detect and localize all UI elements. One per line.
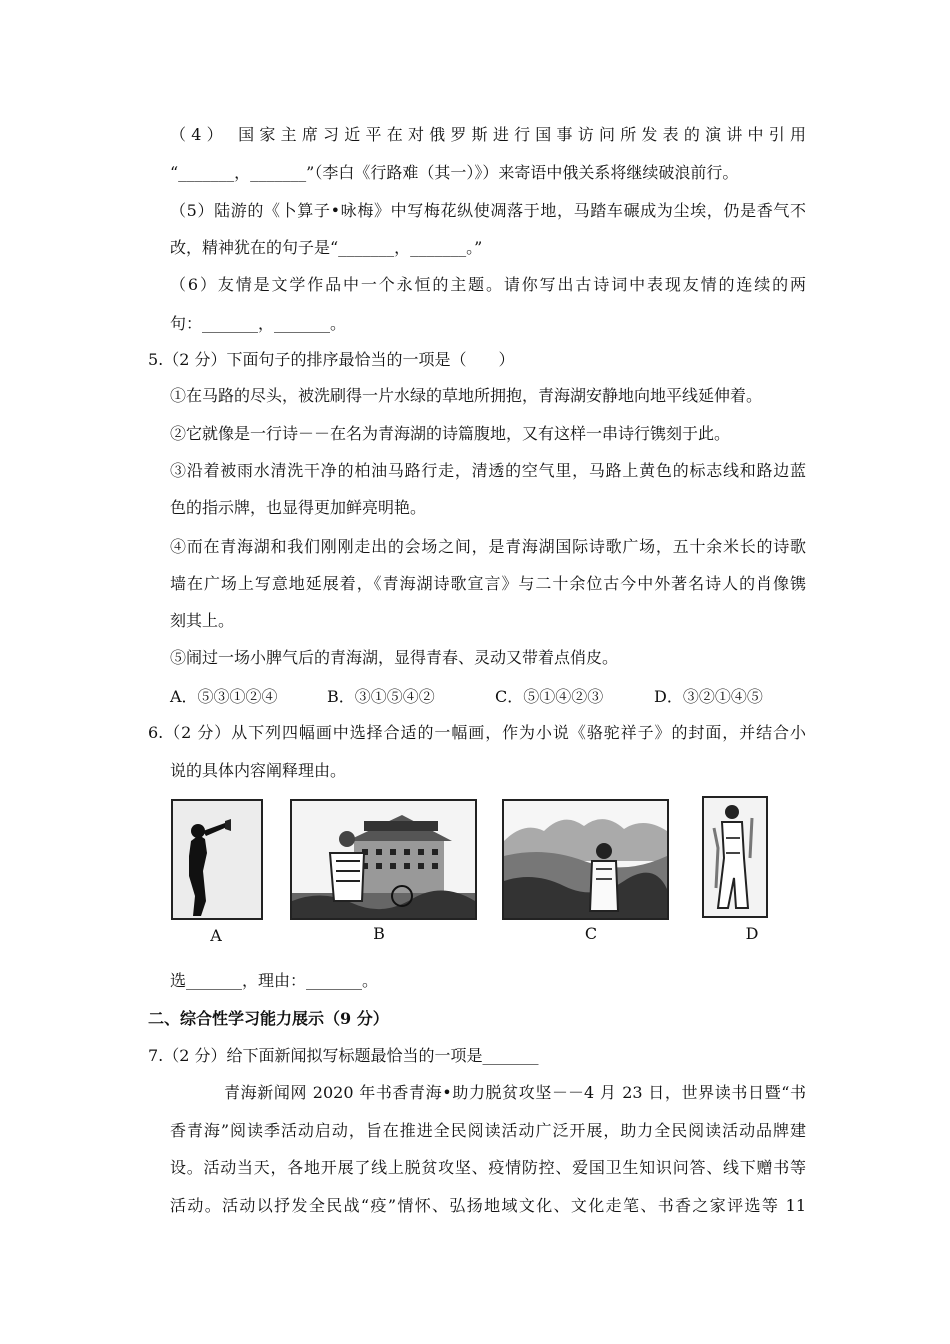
q5-stem: 5.（2 分）下面句子的排序最恰当的一项是（ ）	[148, 350, 515, 369]
q5-sentence-3-line1: ③沿着被雨水清洗干净的柏油马路行走，清透的空气里，马路上黄色的标志线和路边蓝	[170, 461, 806, 480]
q4-sub5-line2: 改，精神犹在的句子是“_______，_______。”	[170, 238, 483, 257]
picture-a-caption: A	[210, 926, 222, 945]
picture-c-caption: C	[584, 924, 598, 943]
section-2-title: 二、综合性学习能力展示（9 分）	[148, 1009, 389, 1028]
q5-sentence-4-line1: ④而在青海湖和我们刚刚走出的会场之间，是青海湖国际诗歌广场，五十余米长的诗歌	[170, 537, 806, 556]
q5-option-b: B．③①⑤④②	[327, 687, 435, 706]
q7-news-line1: 青海新闻网 2020 年书香青海•助力脱贫攻坚－－4 月 23 日，世界读书日暨“书	[224, 1083, 806, 1102]
q7-news-line3: 设。活动当天，各地开展了线上脱贫攻坚、疫情防控、爱国卫生知识问答、线下赠书等	[170, 1158, 806, 1177]
q5-sentence-1: ①在马路的尽头，被洗刷得一片水绿的草地所拥抱，青海湖安静地向地平线延伸着。	[170, 386, 763, 405]
q5-sentence-4-line3: 刻其上。	[170, 611, 235, 630]
q4-sub6-line1: （6）友情是文学作品中一个永恒的主题。请你写出古诗词中表现友情的连续的两	[170, 275, 806, 294]
picture-b-caption: B	[373, 924, 385, 943]
picture-d-illustration	[704, 798, 766, 916]
q5-sentence-3-line2: 色的指示牌，也显得更加鲜亮明艳。	[170, 498, 427, 517]
q4-sub6-line2: 句：_______，_______。	[170, 314, 347, 333]
picture-b	[290, 799, 477, 920]
q4-sub5-line1: （5）陆游的《卜算子•咏梅》中写梅花纵使凋落于地，马踏车碾成为尘埃，仍是香气不	[170, 201, 806, 220]
picture-c-illustration	[504, 801, 667, 918]
q6-stem-line1: 6.（2 分）从下列四幅画中选择合适的一幅画，作为小说《骆驼祥子》的封面，并结合小	[148, 723, 806, 742]
q7-news-line4: 活动。活动以抒发全民战“疫”情怀、弘扬地域文化、文化走笔、书香之家评选等 11	[170, 1196, 806, 1215]
q6-answer-line: 选_______，理由：_______。	[170, 971, 379, 990]
picture-c	[502, 799, 669, 920]
picture-b-illustration	[292, 801, 475, 918]
q5-sentence-2: ②它就像是一行诗－－在名为青海湖的诗篇腹地，又有这样一串诗行镌刻于此。	[170, 424, 731, 443]
q5-option-c: C．⑤①④②③	[495, 687, 604, 706]
picture-a-illustration	[173, 801, 261, 918]
q4-sub4-line2: “_______，_______”（李白《行路难（其一）》）来寄语中俄关系将继续破浪前行。	[170, 163, 739, 182]
q6-stem-line2: 说的具体内容阐释理由。	[170, 761, 347, 780]
picture-a	[171, 799, 263, 920]
q5-option-a: A．⑤③①②④	[170, 687, 278, 706]
q5-sentence-5: ⑤闹过一场小脾气后的青海湖，显得青春、灵动又带着点俏皮。	[170, 648, 619, 667]
q7-stem: 7.（2 分）给下面新闻拟写标题最恰当的一项是_______	[148, 1046, 539, 1065]
q5-sentence-4-line2: 墙在广场上写意地延展着，《青海湖诗歌宣言》与二十余位古今中外著名诗人的肖像镌	[170, 574, 806, 593]
picture-d-caption: D	[745, 924, 759, 943]
q7-news-line2: 香青海”阅读季活动启动，旨在推进全民阅读活动广泛开展，助力全民阅读活动品牌建	[170, 1121, 806, 1140]
q5-option-d: D．③②①④⑤	[654, 687, 763, 706]
picture-d	[702, 796, 768, 918]
q4-sub4-line1: （4） 国家主席习近平在对俄罗斯进行国事访问所发表的演讲中引用	[170, 125, 806, 144]
